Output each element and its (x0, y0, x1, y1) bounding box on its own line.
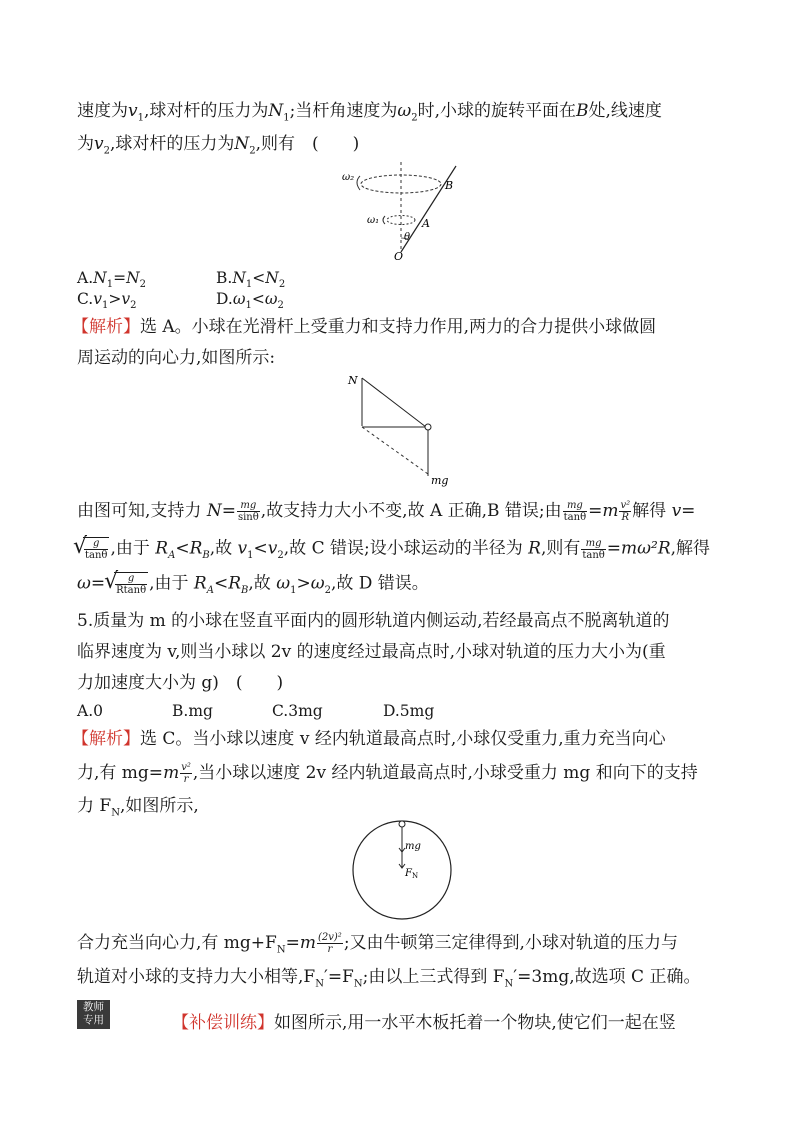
option-5c: C.3mg (272, 702, 323, 720)
fraction-2v2-over-r: $\frac{\text{(2v)²}}{r}$ (317, 932, 342, 955)
fraction-mg-over-sin: $\frac{mg}{\sin\theta}$ (237, 500, 259, 523)
n-label: N (348, 374, 358, 387)
ball (425, 424, 431, 430)
fraction-v2-over-r: $\frac{\text{v²}}{R}$ (620, 500, 631, 523)
b-label: B (445, 179, 454, 192)
sqrt-g-over-rtan: √ $\frac{g}{Rtan\theta}$ (105, 572, 148, 596)
option-5d: D.5mg (383, 702, 435, 720)
analysis-5-line-3: 力 $F_N$,如图所示, (77, 796, 199, 819)
theta-label: θ (404, 232, 411, 243)
fraction-v2-over-r-5: $\frac{\text{v²}}{r}$ (181, 762, 191, 785)
omega1-arrow (383, 216, 385, 224)
o-label: O (394, 250, 404, 262)
rod-cone-figure (338, 160, 468, 262)
question-5-line-1: 5.质量为 m 的小球在竖直平面内的圆形轨道内侧运动,若经最高点不脱离轨道的 (77, 611, 670, 631)
teacher-only-badge: 教师 专用 (77, 1000, 110, 1029)
force-triangle-figure (344, 368, 454, 488)
circular-track-figure (350, 818, 454, 922)
supplement-line: 【补偿训练】如图所示,用一水平木板托着一个物块,使它们一起在竖 (172, 1013, 676, 1033)
supplement-tag: 【补偿训练】 (172, 1013, 274, 1033)
sqrt-gr-over-tan: √ $\frac{g}{\tan\theta}$ (74, 537, 109, 561)
option-5a: A.0 (77, 702, 103, 720)
analysis-5-line-5: 轨道对小球的支持力大小相等$,F_N'=F_N$;由以上三式得到 $F_N'=3mg$,故选项 C 正确。 (77, 967, 701, 990)
analysis-tag-5: 【解析】 (72, 729, 140, 749)
option-5b: B.mg (172, 702, 213, 720)
omega1-label: ω₁ (367, 215, 380, 226)
option-d: $D.\omega_1<\omega_2$ (216, 290, 284, 312)
mg-label: mg (431, 474, 449, 487)
analysis-tag: 【解析】 (72, 317, 140, 337)
orbit-b (361, 175, 441, 193)
analysis-4-line-2: 周运动的向心力,如图所示: (77, 348, 276, 368)
fraction-mg-over-tan: $\frac{mg}{\tan\theta}$ (563, 500, 587, 523)
fraction-mg-over-tan-2: $\frac{mg}{\tan\theta}$ (582, 537, 605, 561)
dashed-parallel (362, 427, 428, 474)
option-b: $B.N_1<N_2$ (216, 269, 286, 291)
analysis-5-line-4: 合力充当向心力,有 $mg+F_N=m$ $\frac{\text{(2v)²}}{r}$ ;又由牛顿第三定律得到,小球对轨道的压力与 (77, 932, 678, 956)
question-5-line-3: 力加速度大小为 g) ( ) (77, 673, 284, 693)
option-c: $C.v_1>v_2$ (77, 290, 137, 312)
hypotenuse (362, 378, 426, 427)
a-label: A (422, 217, 430, 230)
analysis-4-formula-3: ω= √ $\frac{g}{Rtan\theta}$ ,由于 $R_A<R_B$,故 $\omega_1>\omega_2$,故 D 错误。 (77, 572, 429, 596)
omega2-arrow (357, 176, 360, 190)
intro-line-1: 速度为$v_1$,球对杆的压力为$N_1$;当杆角速度为$\omega_2$时,小球的旋转平面在B处,线速度 (77, 101, 662, 124)
analysis-4-line-1: 【解析】选 A。小球在光滑杆上受重力和支持力作用,两力的合力提供小球做圆 (72, 317, 657, 337)
intro-line-2: 为$v_2$,球对杆的压力为$N_2$,则有 ( ) (77, 134, 360, 157)
analysis-4-formula-1: 由图可知,支持力 N= $\frac{mg}{\sin\theta}$ ,故支持力大小不变,故 A 正确,B 错误;由 $\frac{mg}{\tan\theta}$ =m $\frac{\text{v²}}{R}$ 解得 v= (77, 500, 696, 523)
option-a: $A.N_1=N_2$ (77, 269, 146, 291)
question-5-line-2: 临界速度为 v,则当小球以 2v 的速度经过最高点时,小球对轨道的压力大小为(重 (77, 642, 666, 662)
analysis-4-formula-2: √ $\frac{g}{\tan\theta}$ ,由于 $R_A<R_B$,故 $v_1<v_2$,故 C 错误;设小球运动的半径为 R,则有 $\frac{mg}{\tan\theta}$ =mω²R,解得 (74, 537, 710, 561)
analysis-5-line-2: 力,有 mg=m $\frac{\text{v²}}{r}$ ,当小球以速度 2v 经内轨道最高点时,小球受重力 mg 和向下的支持 (77, 762, 698, 785)
fn-label: $F_N$ (405, 868, 419, 880)
mg-label: mg (405, 841, 421, 852)
omega2-label: ω₂ (342, 172, 355, 183)
analysis-5-line-1: 【解析】选 C。当小球以速度 v 经内轨道最高点时,小球仅受重力,重力充当向心 (72, 729, 666, 749)
ball-top (399, 821, 405, 827)
